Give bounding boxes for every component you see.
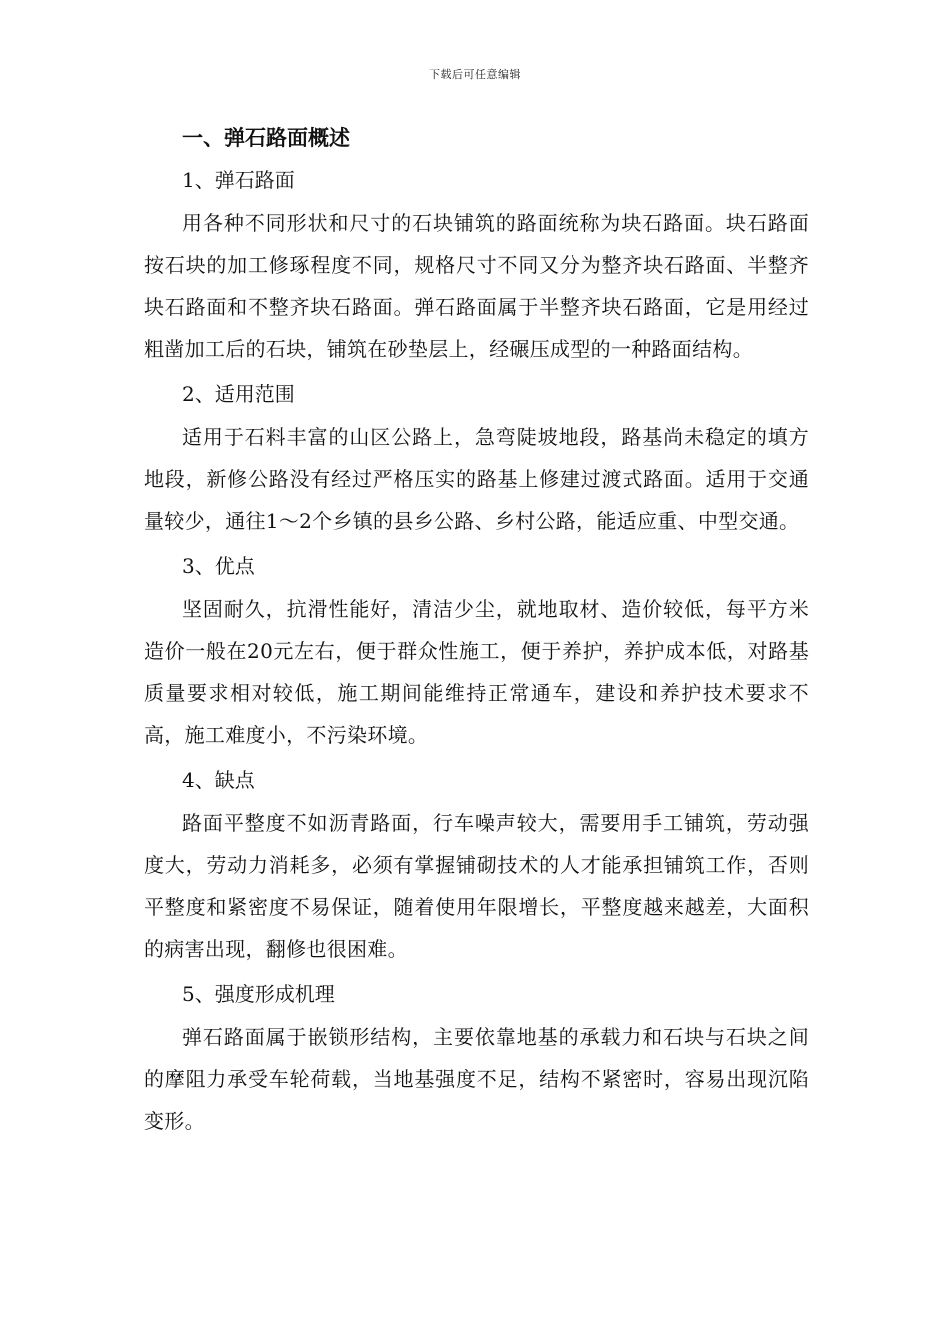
section-paragraph-1: 用各种不同形状和尺寸的石块铺筑的路面统称为块石路面。块石路面按石块的加工修琢程度不同，规格尺寸不同又分为整齐块石路面、半整齐块石路面和不整齐块石路面。弹石路面属于半整齐块石路面，它是用经过粗凿加工后的石块，铺筑在砂垫层上，经碾压成型的一种路面结构。 — [144, 211, 809, 361]
section-paragraph-5: 弹石路面属于嵌锁形结构，主要依靠地基的承载力和石块与石块之间的摩阻力承受车轮荷载，当地基强度不足，结构不紧密时，容易出现沉陷变形。 — [144, 1025, 809, 1133]
header-note: 下载后可任意编辑 — [429, 68, 521, 81]
section-paragraph-3: 坚固耐久，抗滑性能好，清洁少尘，就地取材、造价较低，每平方米造价一般在20元左右，便于群众性施工，便于养护，养护成本低，对路基质量要求相对较低，施工期间能维持正常通车，建设和养护技术要求不高，施工难度小，不污染环境。 — [144, 597, 809, 747]
section-paragraph-2: 适用于石料丰富的山区公路上，急弯陡坡地段，路基尚未稳定的填方地段，新修公路没有经过严格压实的路基上修建过渡式路面。适用于交通量较少，通往1～2个乡镇的县乡公路、乡村公路，能适应重、中型交通。 — [144, 425, 809, 533]
section-heading-1: 1、弹石路面 — [182, 168, 295, 192]
document-title: 一、弹石路面概述 — [182, 126, 350, 150]
section-paragraph-4: 路面平整度不如沥青路面，行车噪声较大，需要用手工铺筑，劳动强度大，劳动力消耗多，必须有掌握铺砌技术的人才能承担铺筑工作，否则平整度和紧密度不易保证，随着使用年限增长，平整度越来越差，大面积的病害出现，翻修也很困难。 — [144, 811, 809, 961]
section-heading-4: 4、缺点 — [182, 768, 255, 792]
document-body — [144, 120, 809, 1142]
section-heading-3: 3、优点 — [182, 554, 255, 578]
section-heading-5: 5、强度形成机理 — [182, 982, 335, 1006]
section-heading-2: 2、适用范围 — [182, 382, 295, 406]
